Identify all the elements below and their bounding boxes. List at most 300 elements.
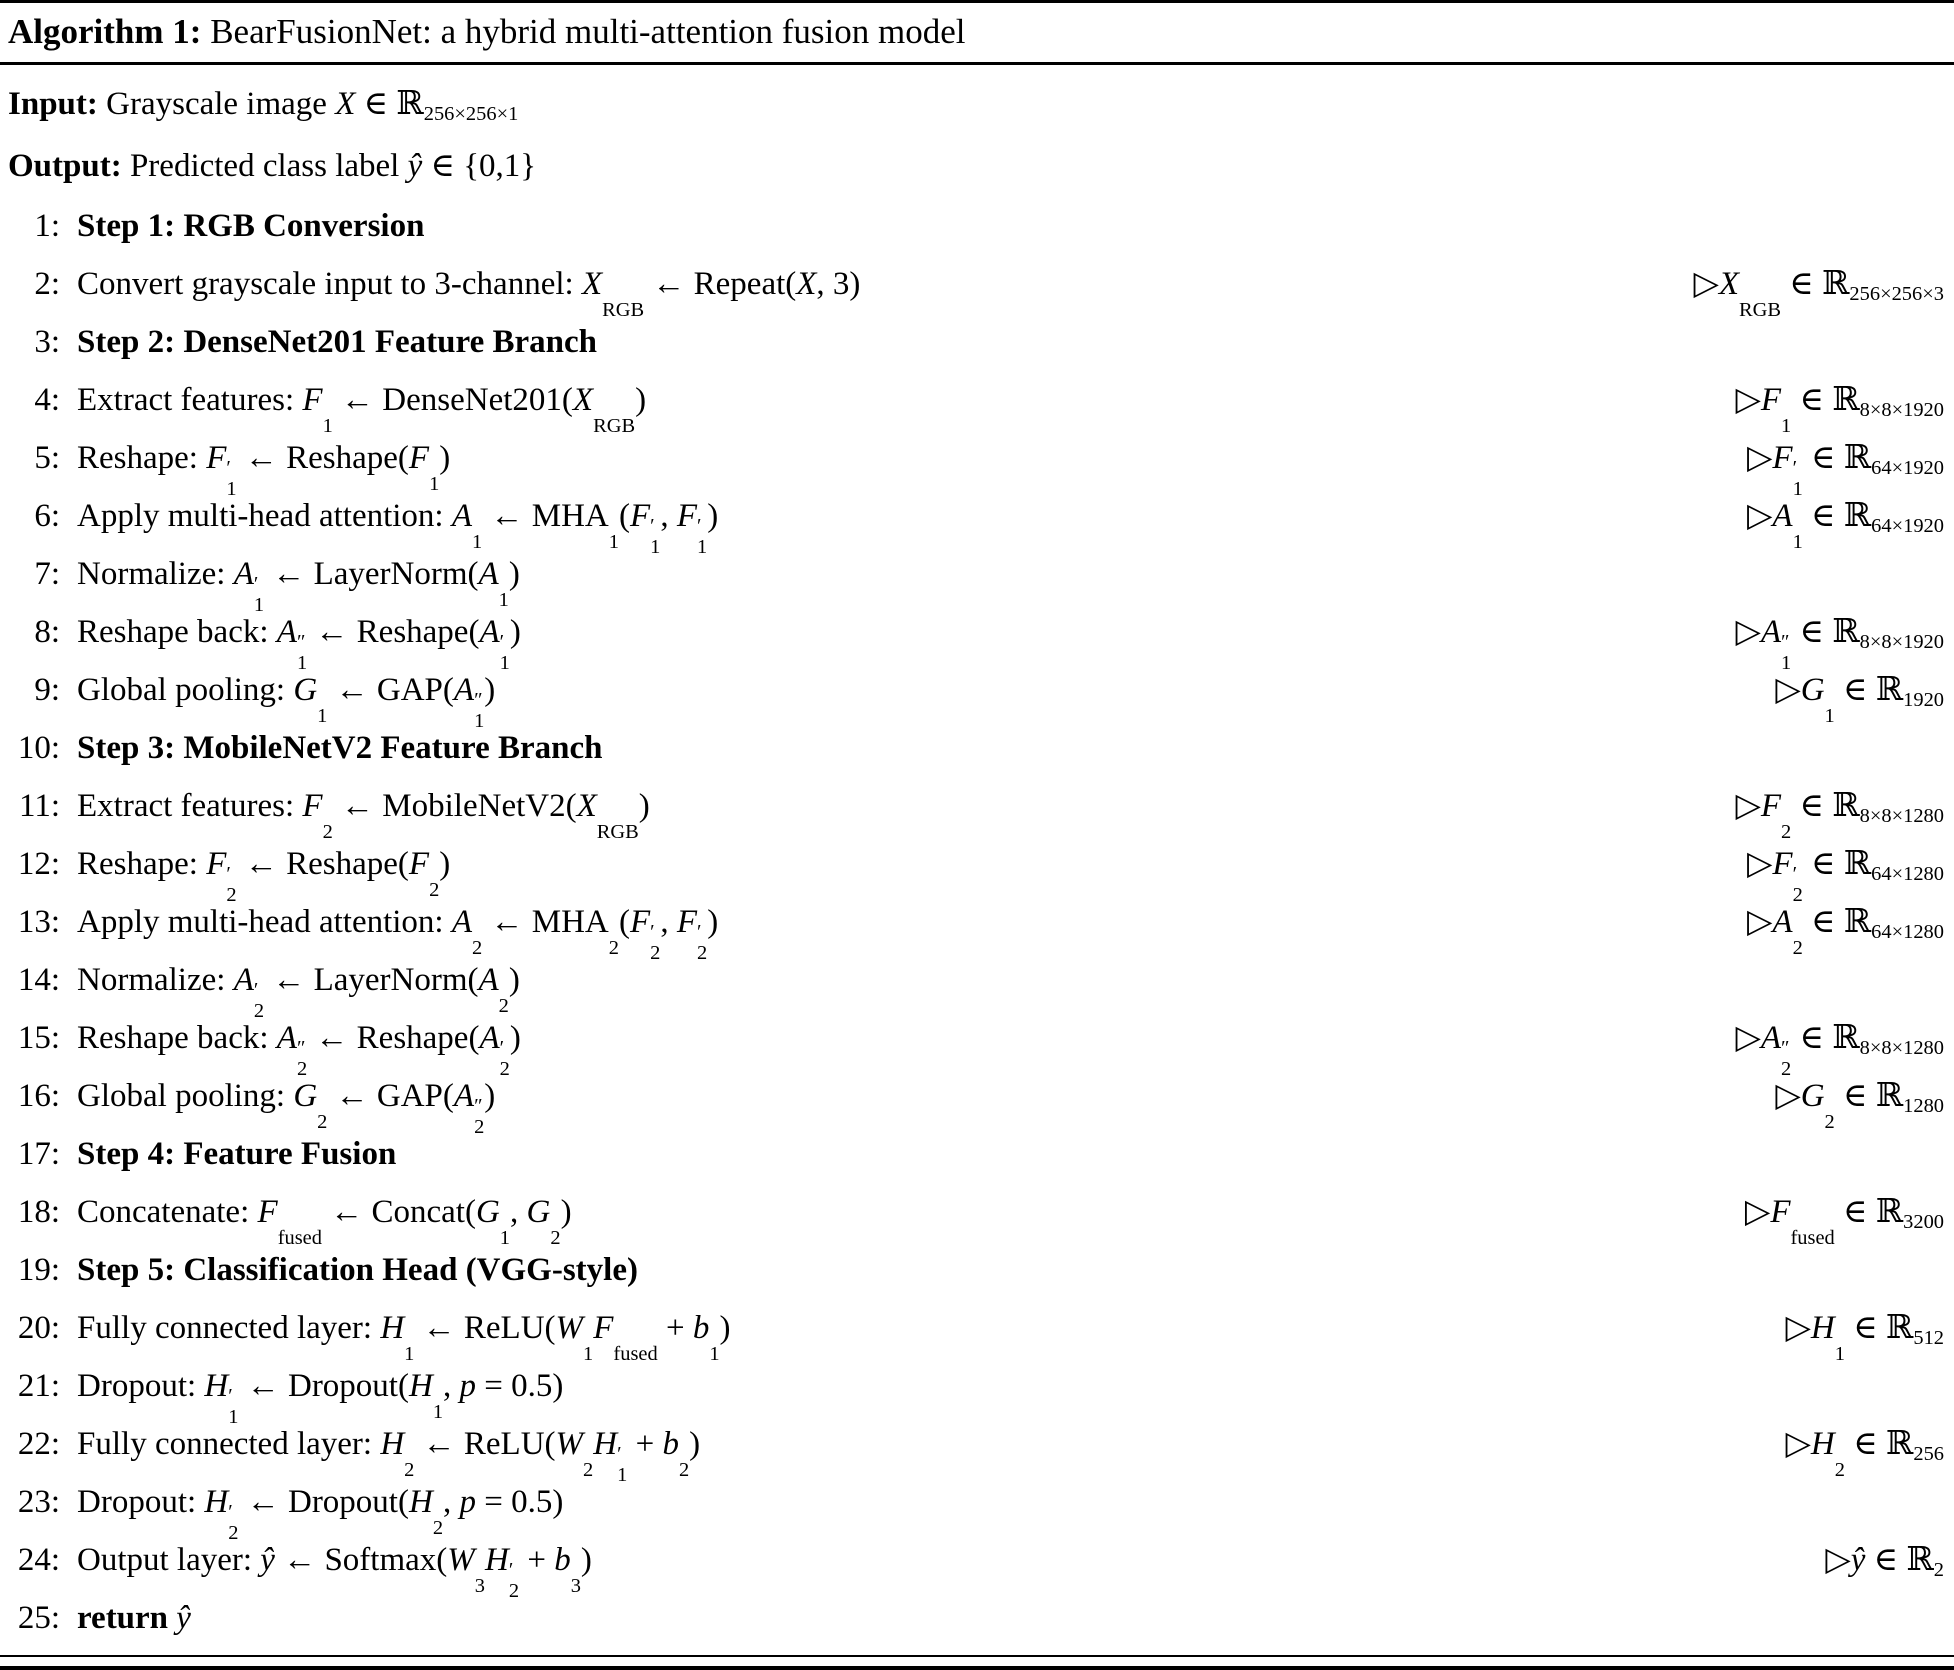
text-segment: ▷ bbox=[1735, 382, 1761, 418]
math-scripts: 2 bbox=[1933, 1558, 1944, 1581]
text-segment: + bbox=[519, 1542, 555, 1578]
line-number: 25: bbox=[17, 1600, 60, 1636]
text-segment: F bbox=[408, 440, 430, 476]
text-segment: W bbox=[555, 1310, 584, 1346]
text-segment: ← Repeat( bbox=[644, 266, 797, 302]
text-segment: ) bbox=[484, 672, 496, 708]
text-segment: ▷ bbox=[1775, 672, 1801, 708]
math-scripts: 2 bbox=[1781, 820, 1792, 843]
text-segment: ) bbox=[580, 1542, 592, 1578]
line-content bbox=[77, 313, 597, 371]
text-segment: ▷ bbox=[1785, 1310, 1811, 1346]
line-content bbox=[77, 371, 646, 437]
line-number: 2: bbox=[34, 266, 60, 302]
math-scripts: 2 bbox=[404, 1458, 415, 1481]
text-segment: ▷ bbox=[1747, 904, 1773, 940]
math-scripts: 1 bbox=[498, 588, 509, 611]
text-segment: F bbox=[593, 1310, 614, 1346]
text-segment: Input: bbox=[8, 86, 98, 122]
text-segment: ) bbox=[508, 962, 520, 998]
text-segment: Reshape back: bbox=[77, 1020, 277, 1056]
math-scripts: 64×1280 bbox=[1871, 920, 1944, 943]
text-segment: A bbox=[478, 556, 499, 592]
text-segment: ▷ bbox=[1744, 1194, 1771, 1230]
text-segment: ▷ bbox=[1747, 846, 1773, 882]
text-segment: b bbox=[662, 1426, 679, 1462]
algorithm-line bbox=[4, 1009, 1944, 1081]
text-segment: ) bbox=[719, 1310, 731, 1346]
algorithm-io bbox=[0, 65, 1954, 197]
text-segment: F bbox=[257, 1194, 278, 1230]
text-segment: ) bbox=[508, 556, 520, 592]
text-segment: A bbox=[453, 1078, 475, 1114]
text-segment: F bbox=[302, 382, 323, 418]
text-segment: ← MobileNetV2( bbox=[332, 788, 577, 824]
math-scripts: ′ 2 bbox=[697, 920, 708, 965]
algorithm-line bbox=[4, 429, 1944, 501]
text-segment: ) bbox=[509, 614, 521, 650]
math-scripts: 8×8×1280 bbox=[1859, 1036, 1944, 1059]
math-scripts: 1 bbox=[499, 1226, 510, 1249]
math-scripts: 3 bbox=[570, 1574, 581, 1597]
math-scripts: ′ 2 bbox=[253, 978, 265, 1023]
math-scripts: ′ 1 bbox=[228, 1384, 239, 1429]
text-segment: A bbox=[451, 498, 473, 534]
algorithm-line bbox=[4, 1415, 1944, 1487]
text-segment: ← Concat( bbox=[321, 1194, 476, 1230]
bottom-rule bbox=[0, 1655, 1954, 1670]
line-number: 21: bbox=[17, 1368, 60, 1404]
math-scripts: RGB bbox=[1739, 298, 1782, 321]
math-scripts: 2 bbox=[429, 878, 440, 901]
text-segment: ∈ ℝ bbox=[1791, 382, 1860, 418]
text-segment: W bbox=[447, 1542, 475, 1578]
text-segment: Output layer: bbox=[77, 1542, 261, 1578]
text-segment: A bbox=[233, 556, 254, 592]
math-scripts: 1 bbox=[1824, 704, 1835, 727]
text-segment: ← MHA bbox=[482, 498, 609, 534]
text-segment: = 0.5) bbox=[476, 1484, 564, 1520]
algorithm-line bbox=[4, 545, 1944, 617]
math-scripts: ′ 1 bbox=[650, 514, 661, 559]
text-segment: Reshape: bbox=[77, 440, 207, 476]
text-segment: F bbox=[1760, 382, 1782, 418]
algorithm-line bbox=[4, 719, 1944, 777]
text-segment: Step 3: MobileNetV2 Feature Branch bbox=[77, 730, 603, 766]
text-segment: ) bbox=[635, 382, 647, 418]
math-scripts: 2 bbox=[678, 1458, 690, 1481]
text-segment: Extract features: bbox=[77, 382, 303, 418]
text-segment: ▷ bbox=[1735, 1020, 1761, 1056]
math-scripts: 2 bbox=[322, 820, 333, 843]
algorithm-header bbox=[0, 0, 1954, 65]
line-content bbox=[77, 719, 602, 777]
math-scripts: 1 bbox=[608, 530, 619, 553]
text-segment: X bbox=[572, 382, 594, 418]
math-scripts: 2 bbox=[1834, 1458, 1845, 1481]
math-scripts: 8×8×1280 bbox=[1859, 804, 1944, 827]
math-scripts: RGB bbox=[593, 414, 636, 437]
line-number: 9: bbox=[34, 672, 60, 708]
text-segment: ) bbox=[689, 1426, 701, 1462]
text-segment: ∈ ℝ bbox=[1781, 266, 1850, 302]
text-segment: H bbox=[204, 1368, 229, 1404]
algorithm-line bbox=[4, 313, 1944, 371]
algorithm-line bbox=[4, 1531, 1944, 1603]
text-segment: A bbox=[1760, 1020, 1782, 1056]
text-segment: ← DenseNet201( bbox=[332, 382, 573, 418]
math-scripts: 1 bbox=[404, 1342, 415, 1365]
algorithm-line bbox=[4, 1183, 1944, 1249]
text-segment: , 3) bbox=[816, 266, 861, 302]
text-segment: ∈ ℝ bbox=[1834, 1078, 1904, 1114]
text-segment: Dropout: bbox=[77, 1484, 205, 1520]
algorithm-line bbox=[4, 1067, 1944, 1139]
text-segment: ← Reshape( bbox=[236, 440, 409, 476]
output-line bbox=[8, 135, 1946, 197]
math-scripts: fused bbox=[1790, 1226, 1835, 1249]
math-scripts: 1 bbox=[472, 530, 483, 553]
line-number: 24: bbox=[17, 1542, 60, 1578]
algorithm-line bbox=[4, 835, 1944, 907]
math-scripts: 64×1920 bbox=[1871, 456, 1944, 479]
text-segment: F bbox=[676, 498, 698, 534]
text-segment: ← LayerNorm( bbox=[264, 556, 479, 592]
text-segment: G bbox=[1800, 1078, 1825, 1114]
text-segment: ŷ bbox=[407, 148, 423, 184]
algorithm-line bbox=[4, 893, 1944, 965]
text-segment: ) bbox=[439, 846, 451, 882]
math-scripts: 2 bbox=[1792, 936, 1803, 959]
text-segment: , bbox=[443, 1484, 460, 1520]
text-segment: Fully connected layer: bbox=[77, 1310, 381, 1346]
algorithm-label: Algorithm 1: bbox=[8, 12, 202, 51]
math-scripts: ′ 1 bbox=[697, 514, 708, 559]
math-scripts: 256 bbox=[1913, 1442, 1944, 1465]
text-segment: Step 1: RGB Conversion bbox=[77, 208, 425, 244]
text-segment: ← GAP( bbox=[327, 1078, 454, 1114]
math-scripts: 1 bbox=[709, 1342, 720, 1365]
line-content bbox=[77, 1589, 191, 1647]
line-number: 5: bbox=[34, 440, 60, 476]
line-number: 22: bbox=[17, 1426, 60, 1462]
math-scripts: ′ 1 bbox=[253, 572, 265, 617]
math-scripts: ′ 2 bbox=[1792, 862, 1803, 907]
algorithm-line bbox=[4, 487, 1944, 559]
line-comment bbox=[1825, 1531, 1944, 1603]
text-segment: H bbox=[1810, 1426, 1835, 1462]
text-segment: ▷ bbox=[1693, 266, 1719, 302]
line-content bbox=[77, 1125, 396, 1183]
text-segment: ∈ ℝ bbox=[1802, 498, 1872, 534]
line-number: 20: bbox=[17, 1310, 60, 1346]
line-comment bbox=[1747, 893, 1944, 965]
math-scripts: 1 bbox=[1781, 414, 1792, 437]
text-segment: ) bbox=[707, 904, 719, 940]
math-scripts: 1 bbox=[317, 704, 328, 727]
line-number: 19: bbox=[17, 1252, 60, 1288]
line-comment bbox=[1775, 661, 1944, 733]
text-segment: ∈ ℝ bbox=[1844, 1310, 1914, 1346]
text-segment: ∈ ℝ bbox=[1834, 672, 1904, 708]
text-segment: Step 4: Feature Fusion bbox=[77, 1136, 397, 1172]
line-content bbox=[77, 1299, 731, 1365]
text-segment: H bbox=[408, 1484, 433, 1520]
line-number: 15: bbox=[17, 1020, 60, 1056]
text-segment: X bbox=[1718, 266, 1740, 302]
text-segment: ∈ ℝ bbox=[1791, 1020, 1860, 1056]
math-scripts: 64×1920 bbox=[1871, 514, 1944, 537]
text-segment: , bbox=[443, 1368, 460, 1404]
math-scripts: 3 bbox=[474, 1574, 485, 1597]
text-segment: ŷ bbox=[260, 1542, 275, 1578]
line-number: 17: bbox=[17, 1136, 60, 1172]
math-scripts: ″ 1 bbox=[474, 688, 485, 733]
text-segment: ∈ ℝ bbox=[1791, 788, 1860, 824]
text-segment: ∈ ℝ bbox=[1802, 904, 1872, 940]
text-segment: ← LayerNorm( bbox=[264, 962, 479, 998]
algorithm-line bbox=[4, 661, 1944, 733]
algorithm-line bbox=[4, 255, 1944, 321]
algorithm-line bbox=[4, 777, 1944, 843]
math-scripts: ′ 1 bbox=[499, 630, 510, 675]
line-number: 23: bbox=[17, 1484, 60, 1520]
line-number: 7: bbox=[34, 556, 60, 592]
text-segment: A bbox=[1772, 904, 1793, 940]
text-segment: ŷ bbox=[176, 1600, 191, 1636]
line-comment bbox=[1786, 1299, 1944, 1371]
text-segment: Concatenate: bbox=[77, 1194, 258, 1230]
line-comment bbox=[1786, 1415, 1944, 1487]
math-scripts: 64×1280 bbox=[1871, 862, 1944, 885]
line-number: 4: bbox=[34, 382, 60, 418]
math-scripts: fused bbox=[277, 1226, 322, 1249]
line-content bbox=[77, 255, 860, 321]
line-comment bbox=[1745, 1183, 1944, 1255]
text-segment: Reshape back: bbox=[77, 614, 277, 650]
text-segment: Normalize: bbox=[77, 962, 234, 998]
algorithm-line bbox=[4, 1241, 1944, 1299]
line-number: 1: bbox=[34, 208, 60, 244]
text-segment: X bbox=[576, 788, 597, 824]
text-segment: F bbox=[302, 788, 323, 824]
math-scripts: 2 bbox=[550, 1226, 561, 1249]
text-segment: ← ReLU( bbox=[414, 1310, 556, 1346]
math-scripts: 2 bbox=[472, 936, 483, 959]
text-segment: ∈ ℝ bbox=[1802, 846, 1872, 882]
math-scripts: 2 bbox=[432, 1516, 444, 1539]
algorithm-line bbox=[4, 371, 1944, 437]
text-segment: Normalize: bbox=[77, 556, 234, 592]
text-segment: ← Reshape( bbox=[307, 614, 480, 650]
math-scripts: ′ 1 bbox=[226, 456, 237, 501]
math-scripts: 2 bbox=[1824, 1110, 1835, 1133]
text-segment: H bbox=[380, 1426, 405, 1462]
text-segment: , bbox=[510, 1194, 527, 1230]
line-number: 16: bbox=[17, 1078, 60, 1114]
text-segment: H bbox=[593, 1426, 618, 1462]
text-segment: ∈ {0,1} bbox=[422, 148, 537, 184]
algorithm-line bbox=[4, 603, 1944, 675]
text-segment: ▷ bbox=[1825, 1542, 1851, 1578]
text-segment: ← Dropout( bbox=[238, 1368, 409, 1404]
math-scripts: 2 bbox=[583, 1458, 594, 1481]
text-segment: A bbox=[233, 962, 254, 998]
text-segment: Apply multi-head attention: bbox=[77, 498, 452, 534]
text-segment: F bbox=[629, 904, 651, 940]
text-segment: ) bbox=[638, 788, 650, 824]
line-content bbox=[77, 1241, 638, 1299]
line-content bbox=[77, 197, 424, 255]
math-scripts: RGB bbox=[596, 820, 639, 843]
math-scripts: fused bbox=[613, 1342, 658, 1365]
math-scripts: 2 bbox=[317, 1110, 328, 1133]
text-segment: ∈ ℝ bbox=[1834, 1194, 1904, 1230]
text-segment: ( bbox=[618, 904, 630, 940]
text-segment: Dropout: bbox=[77, 1368, 205, 1404]
math-scripts: 1 bbox=[432, 1400, 444, 1423]
algorithm-line bbox=[4, 1357, 1944, 1429]
text-segment: H bbox=[1810, 1310, 1835, 1346]
line-number: 6: bbox=[34, 498, 60, 534]
algorithm-body bbox=[0, 197, 1954, 1649]
math-scripts: 512 bbox=[1913, 1326, 1944, 1349]
text-segment: ← GAP( bbox=[327, 672, 454, 708]
math-scripts: 8×8×1920 bbox=[1859, 630, 1944, 653]
line-number: 11: bbox=[19, 788, 60, 824]
text-segment: F bbox=[1772, 440, 1793, 476]
math-scripts: ′ 2 bbox=[508, 1558, 520, 1603]
math-scripts: 256×256×3 bbox=[1849, 282, 1944, 305]
text-segment: A bbox=[276, 614, 297, 650]
text-segment: ▷ bbox=[1785, 1426, 1811, 1462]
text-segment: ▷ bbox=[1735, 614, 1761, 650]
math-scripts: ″ 2 bbox=[474, 1094, 485, 1139]
text-segment: G bbox=[1800, 672, 1825, 708]
text-segment: F bbox=[206, 440, 227, 476]
text-segment: Global pooling: bbox=[77, 1078, 294, 1114]
text-segment: W bbox=[555, 1426, 584, 1462]
text-segment: ← Softmax( bbox=[274, 1542, 448, 1578]
text-segment: ∈ ℝ bbox=[1802, 440, 1872, 476]
text-segment: ) bbox=[439, 440, 451, 476]
algorithm-line bbox=[4, 1473, 1944, 1545]
text-segment: ) bbox=[560, 1194, 572, 1230]
text-segment: F bbox=[676, 904, 698, 940]
text-segment: Extract features: bbox=[77, 788, 303, 824]
text-segment: Predicted class label bbox=[121, 148, 408, 184]
math-scripts: 256×256×1 bbox=[423, 102, 519, 125]
text-segment: X bbox=[581, 266, 603, 302]
algorithm-line bbox=[4, 951, 1944, 1023]
text-segment: ▷ bbox=[1747, 440, 1773, 476]
text-segment: A bbox=[1760, 614, 1782, 650]
text-segment: Grayscale image bbox=[97, 86, 336, 122]
text-segment: X bbox=[796, 266, 817, 302]
math-scripts: ′ 2 bbox=[228, 1500, 239, 1545]
math-scripts: ′ 2 bbox=[226, 862, 237, 907]
line-number: 18: bbox=[17, 1194, 60, 1230]
text-segment: Convert grayscale input to 3-channel: bbox=[77, 266, 582, 302]
input-line bbox=[8, 73, 1946, 135]
text-segment: H bbox=[485, 1542, 509, 1578]
text-segment: A bbox=[453, 672, 475, 708]
line-content bbox=[77, 1183, 572, 1249]
text-segment: F bbox=[1772, 846, 1793, 882]
math-scripts: 1 bbox=[1834, 1342, 1845, 1365]
text-segment: F bbox=[408, 846, 430, 882]
line-comment bbox=[1775, 1067, 1944, 1139]
algorithm-line bbox=[4, 1299, 1944, 1365]
math-scripts: 1280 bbox=[1903, 1094, 1944, 1117]
text-segment: , bbox=[660, 904, 677, 940]
line-comment bbox=[1693, 255, 1944, 327]
text-segment: A bbox=[479, 614, 500, 650]
math-scripts: 1 bbox=[1792, 530, 1803, 553]
line-number: 12: bbox=[17, 846, 60, 882]
math-scripts: ″ 1 bbox=[296, 630, 308, 675]
math-scripts: 1 bbox=[583, 1342, 594, 1365]
math-scripts: ′ 2 bbox=[650, 920, 661, 965]
text-segment: Fully connected layer: bbox=[77, 1426, 381, 1462]
text-segment: A bbox=[451, 904, 473, 940]
text-segment: Reshape: bbox=[77, 846, 207, 882]
text-segment: G bbox=[293, 1078, 318, 1114]
text-segment: G bbox=[475, 1194, 500, 1230]
text-segment: ∈ ℝ bbox=[355, 86, 424, 122]
math-scripts: 1 bbox=[322, 414, 333, 437]
line-number: 13: bbox=[17, 904, 60, 940]
text-segment: ) bbox=[707, 498, 719, 534]
text-segment: Global pooling: bbox=[77, 672, 294, 708]
text-segment: F bbox=[629, 498, 651, 534]
text-segment: Step 5: Classification Head (VGG-style) bbox=[77, 1252, 638, 1288]
text-segment: p bbox=[459, 1484, 477, 1520]
text-segment: G bbox=[293, 672, 318, 708]
text-segment: return bbox=[77, 1600, 177, 1636]
text-segment: ← Reshape( bbox=[307, 1020, 480, 1056]
text-segment: , bbox=[660, 498, 677, 534]
text-segment: F bbox=[1770, 1194, 1791, 1230]
text-segment: X bbox=[335, 86, 356, 122]
line-content bbox=[77, 777, 650, 843]
text-segment: G bbox=[526, 1194, 551, 1230]
text-segment: + bbox=[627, 1426, 663, 1462]
text-segment: Apply multi-head attention: bbox=[77, 904, 452, 940]
text-segment: F bbox=[206, 846, 227, 882]
math-scripts: 8×8×1920 bbox=[1859, 398, 1944, 421]
text-segment: H bbox=[408, 1368, 433, 1404]
math-scripts: 1920 bbox=[1903, 688, 1944, 711]
math-scripts: ″ 2 bbox=[1781, 1036, 1792, 1081]
math-scripts: 2 bbox=[498, 994, 509, 1017]
text-segment: ▷ bbox=[1735, 788, 1761, 824]
text-segment: + bbox=[657, 1310, 693, 1346]
algorithm-line bbox=[4, 1125, 1944, 1183]
text-segment: A bbox=[479, 1020, 500, 1056]
line-number: 3: bbox=[34, 324, 60, 360]
math-scripts: RGB bbox=[602, 298, 645, 321]
text-segment: ← Reshape( bbox=[236, 846, 409, 882]
line-number: 14: bbox=[17, 962, 60, 998]
math-scripts: ′ 2 bbox=[499, 1036, 510, 1081]
math-scripts: 1 bbox=[429, 472, 440, 495]
math-scripts: ″ 1 bbox=[1781, 630, 1792, 675]
text-segment: ) bbox=[509, 1020, 521, 1056]
text-segment: A bbox=[478, 962, 499, 998]
text-segment: ▷ bbox=[1747, 498, 1773, 534]
text-segment: ∈ ℝ bbox=[1791, 614, 1860, 650]
